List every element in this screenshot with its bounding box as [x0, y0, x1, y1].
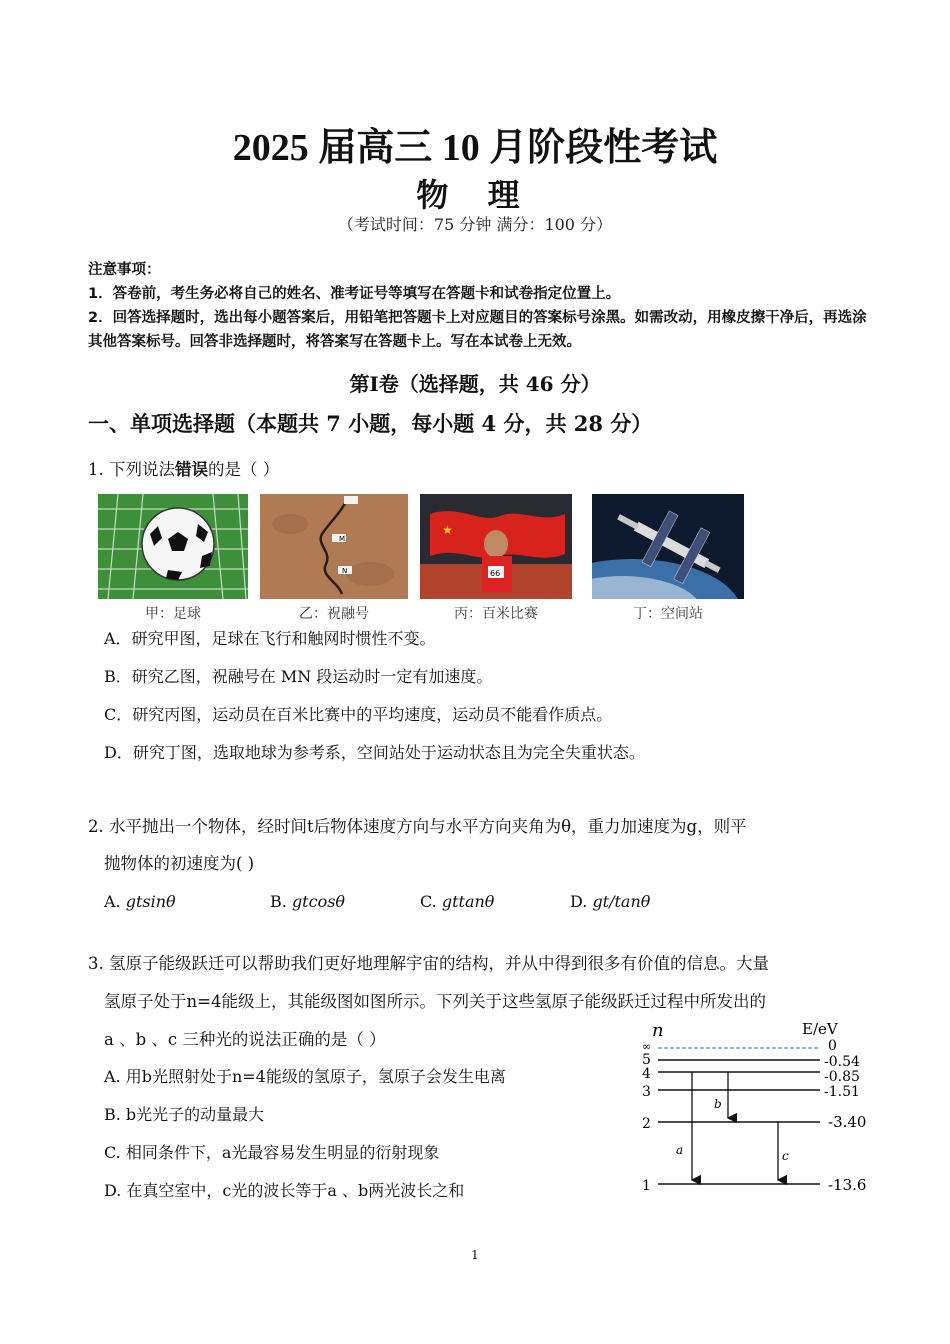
space-station-image	[592, 494, 744, 599]
caption-ding: 丁：空间站	[633, 606, 703, 622]
level-3-e: -1.51	[824, 1084, 860, 1100]
level-1-n: 1	[642, 1178, 651, 1194]
section-title: 一、单项选择题（本题共 7 小题，每小题 4 分，共 28 分）	[88, 411, 653, 436]
exam-info: （考试时间：75 分钟 满分：100 分）	[337, 215, 613, 234]
notice-item-1: 1．答卷前，考生务必将自己的姓名、准考证号等填写在答题卡和试卷指定位置上。	[88, 286, 621, 302]
arrow-a-label: a	[676, 1143, 684, 1157]
label-m: M	[339, 535, 346, 543]
q1-option-b: B．研究乙图，祝融号在 MN 段运动时一定有加速度。	[104, 667, 493, 686]
notice-block	[88, 258, 878, 354]
q2-option-c: C. gttanθ	[420, 892, 495, 911]
q1-option-d: D．研究丁图，选取地球为参考系，空间站处于运动状态且为完全失重状态。	[104, 743, 645, 762]
photo-sprint	[420, 494, 572, 622]
level-4-e: -0.85	[824, 1069, 860, 1085]
q1-option-c: C．研究丙图，运动员在百米比赛中的平均速度，运动员不能看作质点。	[104, 705, 613, 724]
question-1-stem: 1. 下列说法错误的是（ ）	[88, 460, 280, 479]
q2-option-a: A. gtsinθ	[104, 892, 176, 911]
question-3-line2: 氢原子处于n=4能级上，其能级图如图所示。下列关于这些氢原子能级跃迁过程中所发出的	[104, 992, 766, 1011]
label-n: N	[342, 567, 348, 575]
mars-terrain-image	[260, 494, 408, 599]
level-4-n: 4	[642, 1066, 651, 1082]
notice-heading: 注意事项：	[88, 262, 161, 278]
level-2-e: -3.40	[828, 1113, 867, 1131]
subject-title: 物 理	[416, 176, 534, 214]
photo-soccer	[98, 494, 248, 622]
level-5-n: 5	[642, 1052, 651, 1068]
arrow-b-label: b	[714, 1097, 722, 1111]
energy-level-diagram	[630, 1020, 890, 1200]
q3-option-d: D. 在真空室中，c光的波长等于a 、b两光波长之和	[104, 1181, 465, 1200]
level-inf-e: 0	[828, 1038, 837, 1054]
notice-item-2: 2．回答选择题时，选出每小题答案后，用铅笔把答题卡上对应题目的答案标号涂黑。如需改动，用橡皮擦干净后，再选涂其他答案标号。回答非选择题时，将答案写在答题卡上。写在本试卷上无效。	[88, 310, 867, 350]
level-5-e: -0.54	[824, 1054, 860, 1070]
caption-yi: 乙：祝融号	[299, 606, 369, 622]
e-axis-label: E/eV	[802, 1020, 838, 1038]
level-1-e: -13.6	[828, 1176, 867, 1194]
q2-option-d: D. gt/tanθ	[570, 892, 651, 911]
photo-zhurong	[260, 494, 408, 622]
arrow-c-label: c	[782, 1149, 789, 1163]
level-2-n: 2	[642, 1116, 651, 1132]
question-2-line2: 抛物体的初速度为( )	[104, 854, 255, 873]
caption-jia: 甲：足球	[145, 606, 201, 622]
level-inf-n: ∞	[642, 1040, 652, 1053]
exam-title: 2025 届高三 10 月阶段性考试	[232, 127, 718, 169]
page-number: 1	[471, 1248, 479, 1262]
svg-text:★: ★	[442, 523, 453, 537]
level-3-n: 3	[642, 1084, 651, 1100]
question-3-line1: 3. 氢原子能级跃迁可以帮助我们更好地理解宇宙的结构，并从中得到很多有价值的信息。大量	[88, 954, 769, 973]
n-axis-label: n	[652, 1020, 664, 1041]
athlete-image	[420, 494, 572, 599]
photo-station	[592, 494, 744, 622]
q1-option-a: A．研究甲图，足球在飞行和触网时惯性不变。	[104, 629, 436, 648]
caption-bing: 丙：百米比赛	[454, 606, 538, 622]
question-2-line1: 2. 水平抛出一个物体，经时间t后物体速度方向与水平方向夹角为θ，重力加速度为g，则平	[88, 817, 747, 836]
bib-number: 66	[490, 569, 501, 578]
soccer-ball-image	[98, 494, 248, 599]
q3-option-b: B. b光光子的动量最大	[104, 1105, 265, 1124]
q3-option-c: C. 相同条件下，a光最容易发生明显的衍射现象	[104, 1143, 440, 1162]
q3-option-a: A. 用b光照射处于n=4能级的氢原子，氢原子会发生电离	[104, 1067, 506, 1086]
part-title: 第Ⅰ卷（选择题，共 46 分）	[349, 372, 601, 396]
question-3-line3: a 、b 、c 三种光的说法正确的是（ ）	[104, 1030, 386, 1049]
q2-option-b: B. gtcosθ	[270, 892, 346, 911]
